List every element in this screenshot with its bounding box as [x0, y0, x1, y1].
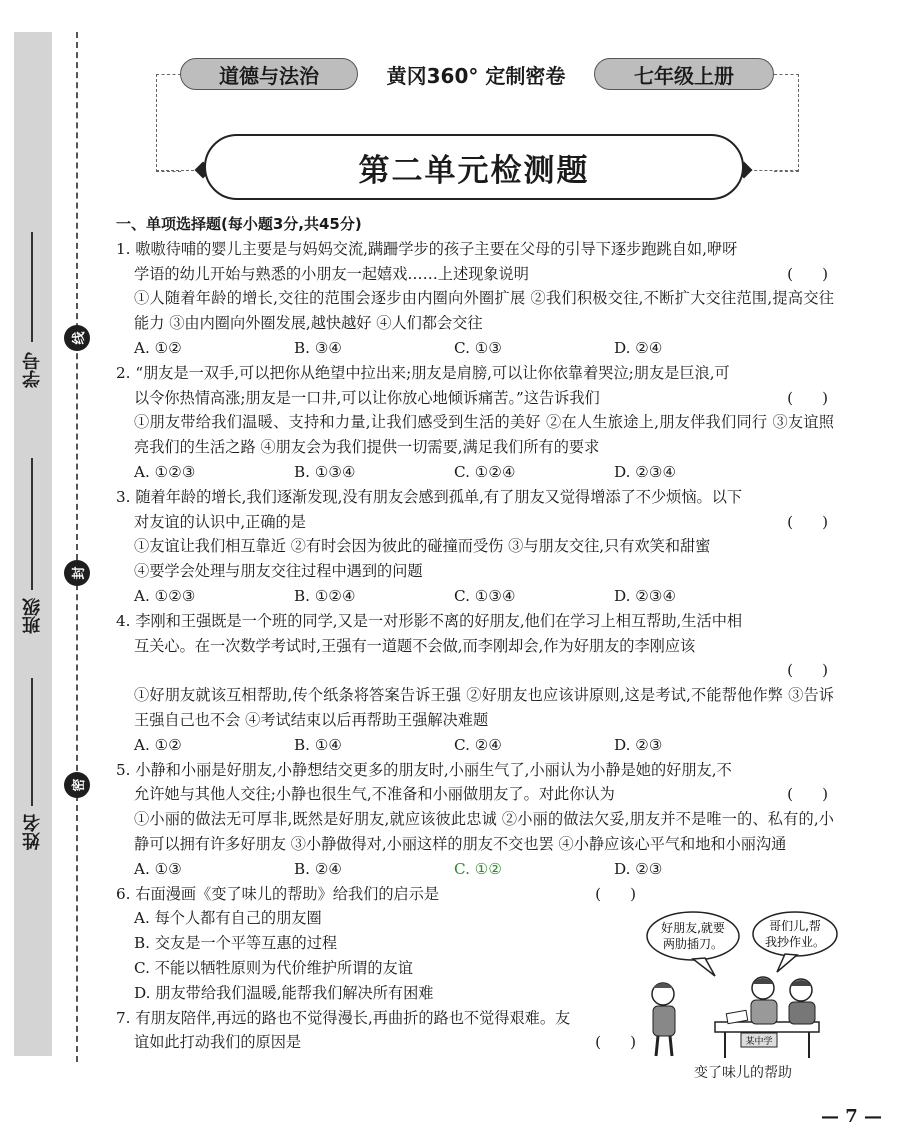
- option-b: B. ①④: [294, 735, 343, 754]
- question-text: 6. 右面漫画《变了味儿的帮助》给我们的启示是: [116, 884, 440, 903]
- subject-pill: 道德与法治: [180, 58, 358, 90]
- question-text: 学语的幼儿开始与熟悉的小朋友一起嬉戏……上述现象说明: [134, 264, 529, 283]
- question-6: [116, 882, 636, 1006]
- cartoon-caption: 变了味儿的帮助: [694, 1065, 792, 1081]
- class-field: [14, 598, 52, 634]
- answer-bracket: ( ): [787, 661, 828, 680]
- bubble-right-line-2: 我抄作业。: [764, 935, 826, 949]
- option-d: D. 朋友带给我们温暖,能帮我们解决所有困难: [134, 983, 434, 1002]
- bubble-left-line-2: 两肋插刀。: [662, 937, 724, 951]
- answer-bracket: ( ): [595, 1033, 636, 1052]
- statement-list: ①人随着年龄的增长,交往的范围会逐步由内圈向外圈扩展 ②我们积极交往,不断扩大交往范围,提高交往能力 ③由内圈向外圈发展,越快越好 ④人们都会交往: [134, 289, 834, 333]
- cut-dashed-line: [76, 32, 78, 1062]
- question-2: [116, 361, 834, 485]
- answer-bracket: ( ): [787, 512, 828, 531]
- question-7: [116, 1006, 636, 1056]
- student-id-line: [31, 232, 33, 342]
- question-text: 谊如此打动我们的原因是: [134, 1033, 302, 1052]
- page-number: — 7 —: [820, 1106, 882, 1127]
- class-label: 班级: [22, 598, 43, 634]
- brand-text: 黄冈360° 定制密卷: [386, 63, 566, 88]
- header-frame-left: [156, 74, 181, 172]
- option-b: B. ①③④: [294, 462, 356, 481]
- question-text: 3. 随着年龄的增长,我们逐渐发现,没有朋友会感到孤单,有了朋友又觉得增添了不少烦恼。以下: [116, 487, 743, 506]
- question-1: [116, 237, 834, 361]
- option-b: B. ②④: [294, 859, 343, 878]
- option-row: [116, 336, 834, 361]
- bracket-row: [116, 658, 834, 683]
- option-a: A. ①②③: [134, 462, 196, 481]
- statement-list: ④要学会处理与朋友交往过程中遇到的问题: [134, 562, 423, 581]
- seal-seal: 封: [64, 560, 90, 586]
- bubble-left-line-1: 好朋友,就要: [661, 921, 725, 935]
- option-row: [116, 733, 834, 758]
- question-3: [116, 485, 834, 609]
- question-text: 5. 小静和小丽是好朋友,小静想结交更多的朋友时,小丽生气了,小丽认为小静是她的好朋友,不: [116, 760, 732, 779]
- option-c: C. ①②④: [454, 462, 516, 481]
- header-bar: [180, 58, 774, 90]
- option-a: A. ①③: [134, 859, 182, 878]
- page-title: 第二单元检测题: [204, 134, 744, 200]
- question-text: 允许她与其他人交往;小静也很生气,不准备和小丽做朋友了。对此你认为: [134, 785, 615, 804]
- grade-pill: 七年级上册: [594, 58, 774, 90]
- option-a: A. ①②③: [134, 586, 196, 605]
- option-d: D. ②③: [614, 735, 663, 754]
- option-c: C. ②④: [454, 735, 502, 754]
- question-text: 互关心。在一次数学考试时,王强有一道题不会做,而李刚却会,作为好朋友的李刚应该: [134, 636, 696, 655]
- question-4: [116, 609, 834, 758]
- answer-bracket: ( ): [595, 884, 636, 903]
- option-b: B. ①②④: [294, 586, 356, 605]
- option-c: C. ①③④: [454, 586, 516, 605]
- question-text: 2. “朋友是一双手,可以把你从绝望中拉出来;朋友是肩膀,可以让你依靠着哭泣;朋友是巨浪,可: [116, 363, 730, 382]
- option-c: C. ①②: [454, 859, 502, 878]
- question-text: 以令你热情高涨;朋友是一口井,可以让你放心地倾诉痛苦。”这告诉我们: [134, 388, 600, 407]
- statement-list: ①小丽的做法无可厚非,既然是好朋友,就应该彼此忠诚 ②小丽的做法欠妥,朋友并不是唯一的、私有的,小静可以拥有许多好朋友 ③小静做得对,小丽这样的朋友不交也罢 ④小静应该心平气和地和小丽沟通: [134, 810, 834, 853]
- option-a: A. ①②: [134, 338, 182, 357]
- question-text: 7. 有朋友陪伴,再远的路也不觉得漫长,再曲折的路也不觉得艰难。友: [116, 1008, 571, 1027]
- cartoon-drawing: [645, 910, 841, 1060]
- seal-secret: 密: [64, 772, 90, 798]
- binding-strip: [14, 32, 52, 1056]
- answer-bracket: ( ): [787, 388, 828, 407]
- answer-bracket: ( ): [787, 785, 828, 804]
- statement-list: ①好朋友就该互相帮助,传个纸条将答案告诉王强 ②好朋友也应该讲原则,这是考试,不能帮他作弊 ③告诉王强自己也不会 ④考试结束以后再帮助王强解决难题: [134, 686, 834, 729]
- option-d: D. ②③: [614, 859, 663, 878]
- desk-label: 某中学: [745, 1037, 773, 1047]
- option-a: A. ①②: [134, 735, 182, 754]
- option-d: D. ②④: [614, 338, 663, 357]
- bubble-right-line-1: 哥们儿,帮: [769, 919, 821, 933]
- option-d: D. ②③④: [614, 586, 677, 605]
- name-line: [31, 678, 33, 806]
- option-c: C. ①③: [454, 338, 502, 357]
- option-row: [116, 584, 834, 609]
- answer-bracket: ( ): [787, 264, 828, 283]
- name-field: [14, 814, 52, 850]
- question-text: 4. 李刚和王强既是一个班的同学,又是一对形影不离的好朋友,他们在学习上相互帮助,生活中相: [116, 611, 743, 630]
- option-c: C. 不能以牺牲原则为代价维护所谓的友谊: [134, 958, 413, 977]
- option-row: [116, 857, 834, 882]
- option-d: D. ②③④: [614, 462, 677, 481]
- name-label: 姓名: [22, 814, 43, 850]
- seal-line: 线: [64, 325, 90, 351]
- student-id-label: 学号: [22, 352, 43, 388]
- option-b: B. ③④: [294, 338, 343, 357]
- cartoon-illustration: [645, 910, 841, 1060]
- section-heading: 一、单项选择题(每小题3分,共45分): [116, 215, 362, 233]
- statement-list: ①友谊让我们相互靠近 ②有时会因为彼此的碰撞而受伤 ③与朋友交往,只有欢笑和甜蜜: [134, 537, 711, 556]
- question-5: [116, 758, 834, 882]
- student-id-field: [14, 352, 52, 388]
- question-text: 对友谊的认识中,正确的是: [134, 512, 306, 531]
- option-a: A. 每个人都有自己的朋友圈: [134, 909, 322, 928]
- question-text: 1. 嗷嗷待哺的婴儿主要是与妈妈交流,蹒跚学步的孩子主要在父母的引导下逐步跑跳自如,咿呀: [116, 239, 738, 258]
- statement-list: ①朋友带给我们温暖、支持和力量,让我们感受到生活的美好 ②在人生旅途上,朋友伴我们同行 ③友谊照亮我们的生活之路 ④朋友会为我们提供一切需要,满足我们所有的要求: [134, 413, 834, 457]
- option-b: B. 交友是一个平等互惠的过程: [134, 934, 338, 953]
- header-frame-right: [774, 74, 799, 172]
- option-row: [116, 460, 834, 485]
- class-line: [31, 458, 33, 590]
